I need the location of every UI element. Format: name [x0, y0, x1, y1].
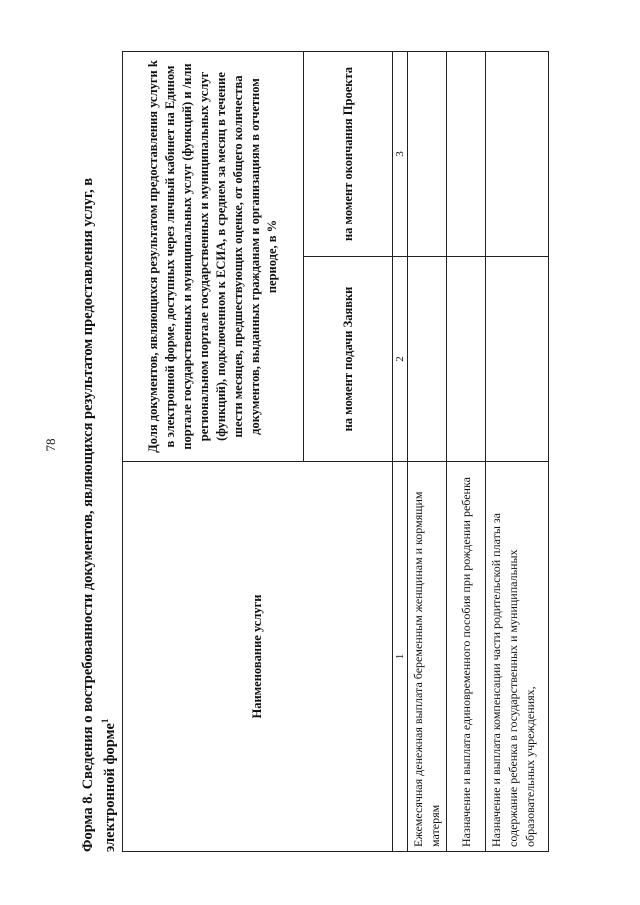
- service-name-cell: Ежемесячная денежная выплата беременным женщинам и кормящим матерям: [408, 462, 447, 852]
- form-title-line-2: [97, 52, 119, 852]
- footnote-mark: 1: [100, 718, 110, 724]
- table-row: [486, 52, 549, 852]
- table-row: [408, 52, 447, 852]
- project-end-subheader: на момент окончания Проекта: [304, 52, 393, 257]
- service-name-cell: Назначение и выплата единовременного пособия при рождении ребенка: [447, 462, 486, 852]
- project-end-value-cell: [486, 52, 549, 257]
- table-row: [447, 52, 486, 852]
- column-number-row: [393, 52, 408, 852]
- submission-value-cell: [486, 257, 549, 462]
- service-name-header: Наименование услуги: [123, 462, 393, 852]
- page-number: 78: [43, 438, 58, 452]
- project-end-value-cell: [408, 52, 447, 257]
- services-table: [122, 51, 549, 852]
- submission-subheader: на момент подачи Заявки: [304, 257, 393, 462]
- column-number: 1: [393, 462, 408, 852]
- form-title-line-2-text: электронной форме: [101, 723, 118, 852]
- submission-value-cell: [447, 257, 486, 462]
- column-number: 3: [393, 52, 408, 257]
- document-share-header: Доля документов, являющихся результатом предоставления услуги k в электронной форме, доступных через личный кабинет на Едином портале государственных и муниципальных услуг (функций) и /или региональном портале государственных и муниципальных услуг (функций), подключенном к ЕСИА, в среднем за месяц в течение шести месяцев, предшествующих оценке, от общего количества документов, выданных гражданам и организациям в отчетном периоде, в %: [123, 52, 304, 462]
- project-end-value-cell: [447, 52, 486, 257]
- header-row-1: [123, 52, 304, 852]
- rotated-page-content: [80, 47, 600, 857]
- form-title: [80, 52, 119, 852]
- column-number: 2: [393, 257, 408, 462]
- submission-value-cell: [408, 257, 447, 462]
- service-name-cell: Назначение и выплата компенсации части родительской платы за содержание ребенка в государственных и муниципальных образовательных учреждениях,: [486, 462, 549, 852]
- form-title-line-1: Форма 8. Сведения о востребованности документов, являющихся результатом предоставления услуг, в: [80, 177, 96, 852]
